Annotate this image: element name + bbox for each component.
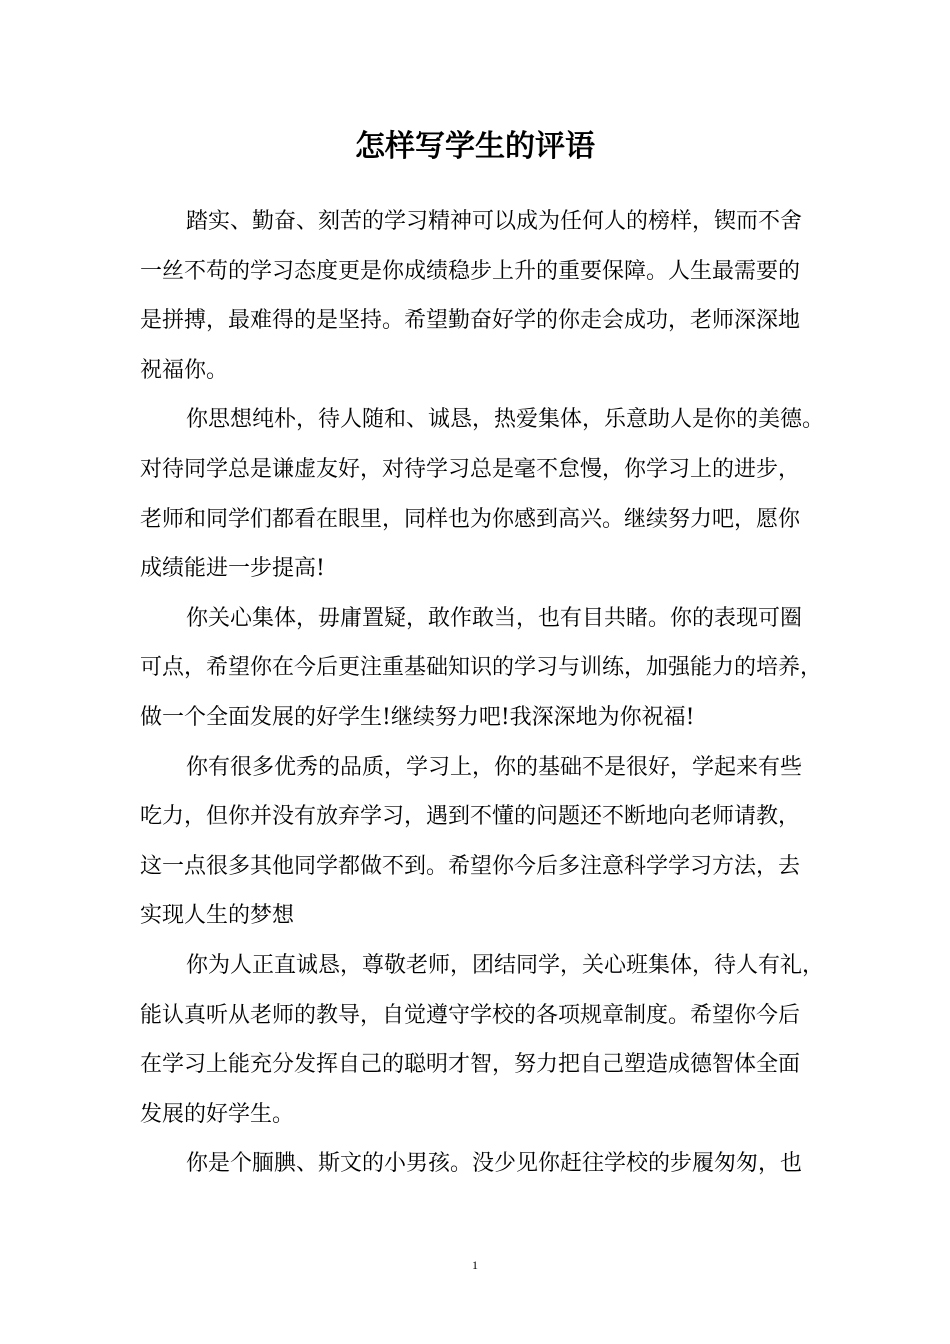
paragraph-line: 一丝不苟的学习态度更是你成绩稳步上升的重要保障。人生最需要的 [140,258,801,284]
document-title: 怎样写学生的评语 [355,129,595,164]
paragraph-line: 你是个腼腆、斯文的小男孩。没少见你赶往学校的步履匆匆，也 [186,1151,803,1177]
paragraph-line: 这一点很多其他同学都做不到。希望你今后多注意科学学习方法，去 [140,853,801,879]
paragraph-line: 踏实、勤奋、刻苦的学习精神可以成为任何人的榜样，锲而不舍 [186,209,803,234]
paragraph-line: 能认真听从老师的教导，自觉遵守学校的各项规章制度。希望你今后 [140,1002,801,1028]
paragraph-line: 你为人正直诚恳，尊敬老师，团结同学，关心班集体，待人有礼， [186,952,825,978]
page-number: 1 [472,1258,478,1272]
paragraph-line: 老师和同学们都看在眼里，同样也为你感到高兴。继续努力吧，愿你 [140,506,801,532]
paragraph-line: 对待同学总是谦虚友好，对待学习总是毫不怠慢，你学习上的进步， [140,456,801,482]
paragraph-line: 实现人生的梦想 [140,903,295,929]
paragraph-line: 发展的好学生。 [140,1101,295,1127]
paragraph-line: 可点，希望你在今后更注重基础知识的学习与训练，加强能力的培养， [140,655,823,681]
paragraph-line: 是拼搏，最难得的是坚持。希望勤奋好学的你走会成功，老师深深地 [140,308,801,334]
paragraph-line: 你关心集体，毋庸置疑，敢作敢当，也有目共睹。你的表现可圈 [186,605,803,631]
paragraph-line: 祝福你。 [140,357,229,383]
paragraph-line: 成绩能进一步提高! [140,556,325,582]
document-body [140,197,830,1189]
paragraph-line: 你思想纯朴，待人随和、诚恳，热爱集体，乐意助人是你的美德。 [186,407,825,433]
paragraph-line: 你有很多优秀的品质，学习上，你的基础不是很好，学起来有些 [186,754,803,780]
paragraph-line: 在学习上能充分发挥自己的聪明才智，努力把自己塑造成德智体全面 [140,1052,801,1078]
paragraph-line: 吃力，但你并没有放弃学习，遇到不懂的问题还不断地向老师请教， [140,804,801,830]
paragraph-line: 做一个全面发展的好学生!继续努力吧!我深深地为你祝福! [140,704,695,730]
